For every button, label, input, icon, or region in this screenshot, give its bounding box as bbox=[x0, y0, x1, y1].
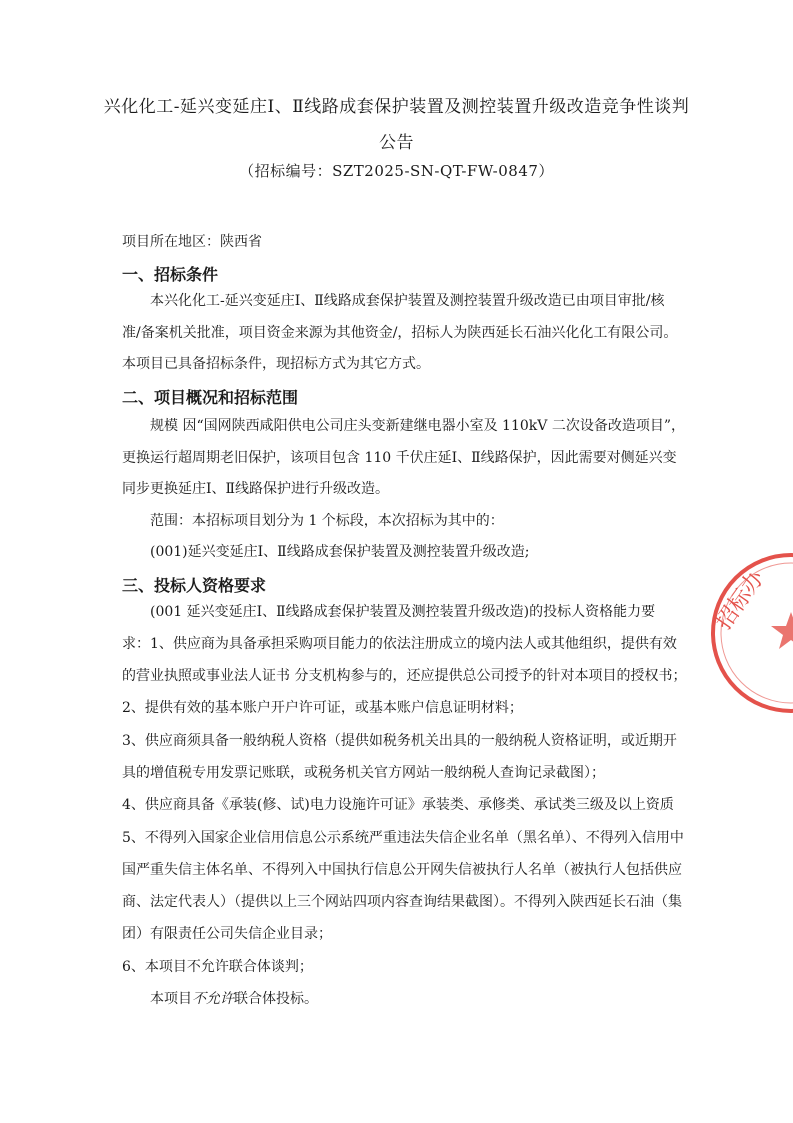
seal-star-icon bbox=[771, 612, 793, 649]
section3-line: 5、不得列入国家企业信用信息公示系统严重违法失信企业名单（黑名单）、不得列入信用中 bbox=[122, 830, 684, 846]
section3-line: (001 延兴变延庄Ⅰ、Ⅱ线路成套保护装置及测控装置升级改造)的投标人资格能力要 bbox=[150, 604, 656, 620]
section1-line: 本兴化化工-延兴变延庄Ⅰ、Ⅱ线路成套保护装置及测控装置升级改造已由项目审批/核 bbox=[150, 293, 665, 309]
section1-line: 准/备案机关批准，项目资金来源为其他资金/，招标人为陕西延长石油兴化化工有限公司。 bbox=[122, 325, 678, 341]
section3-line: 求：1、供应商为具备承担采购项目能力的依法注册成立的境内法人或其他组织，提供有效 bbox=[122, 636, 677, 652]
document-title-line1: 兴化化工-延兴变延庄Ⅰ、Ⅱ线路成套保护装置及测控装置升级改造竞争性谈判 bbox=[103, 97, 690, 117]
section3-heading: 三、投标人资格要求 bbox=[122, 576, 267, 595]
final-prefix: 本项目 bbox=[150, 991, 192, 1007]
section2-heading: 二、项目概况和招标范围 bbox=[122, 388, 299, 407]
section1-heading: 一、招标条件 bbox=[122, 265, 219, 284]
section3-line: 国严重失信主体名单、不得列入中国执行信息公开网失信被执行人名单（被执行人包括供应 bbox=[122, 862, 682, 878]
section3-line: 3、供应商须具备一般纳税人资格（提供如税务机关出具的一般纳税人资格证明，或近期开 bbox=[122, 733, 677, 749]
final-suffix: 联合体投标。 bbox=[234, 991, 318, 1007]
bid-number: （招标编号：SZT2025-SN-QT-FW-0847） bbox=[239, 162, 554, 180]
section2-scale-line: 规模 因“国网陕西咸阳供电公司庄头变新建继电器小室及 110kV 二次设备改造项目”， bbox=[150, 418, 685, 434]
section3-line: 具的增值税专用发票记账联，或税务机关官方网站一般纳税人查询记录截图）； bbox=[122, 765, 605, 781]
section3-line: 2、提供有效的基本账户开户许可证，或基本账户信息证明材料； bbox=[122, 700, 523, 716]
section2-scale-line: 同步更换延庄Ⅰ、Ⅱ线路保护进行升级改造。 bbox=[122, 481, 390, 497]
seal-text: 招标办 bbox=[711, 566, 770, 635]
section2-scope: 范围：本招标项目划分为 1 个标段，本次招标为其中的： bbox=[150, 513, 504, 529]
section3-line: 的营业执照或事业法人证书 分支机构参与的，还应提供总公司授予的针对本项目的授权书； bbox=[122, 668, 687, 684]
red-seal-stamp bbox=[706, 548, 793, 718]
document-title-line2: 公告 bbox=[379, 133, 414, 153]
section3-line: 6、本项目不允许联合体谈判； bbox=[122, 959, 313, 975]
section3-line: 团）有限责任公司失信企业目录； bbox=[122, 926, 332, 942]
section3-line: 商、法定代表人）（提供以上三个网站四项内容查询结果截图）。不得列入陕西延长石油（集 bbox=[122, 894, 682, 910]
section3-line: 4、供应商具备《承装(修、试)电力设施许可证》承装类、承修类、承试类三级及以上资质 bbox=[122, 797, 674, 813]
final-italic: 不允许 bbox=[192, 991, 234, 1007]
section2-lot: (001)延兴变延庄Ⅰ、Ⅱ线路成套保护装置及测控装置升级改造; bbox=[150, 544, 530, 560]
section1-line: 本项目已具备招标条件，现招标方式为其它方式。 bbox=[122, 356, 430, 372]
final-statement bbox=[150, 989, 712, 1009]
project-location: 项目所在地区：陕西省 bbox=[122, 234, 262, 250]
section2-scale-line: 更换运行超周期老旧保护，该项目包含 110 千伏庄延Ⅰ、Ⅱ线路保护，因此需要对侧延兴变 bbox=[122, 450, 677, 466]
